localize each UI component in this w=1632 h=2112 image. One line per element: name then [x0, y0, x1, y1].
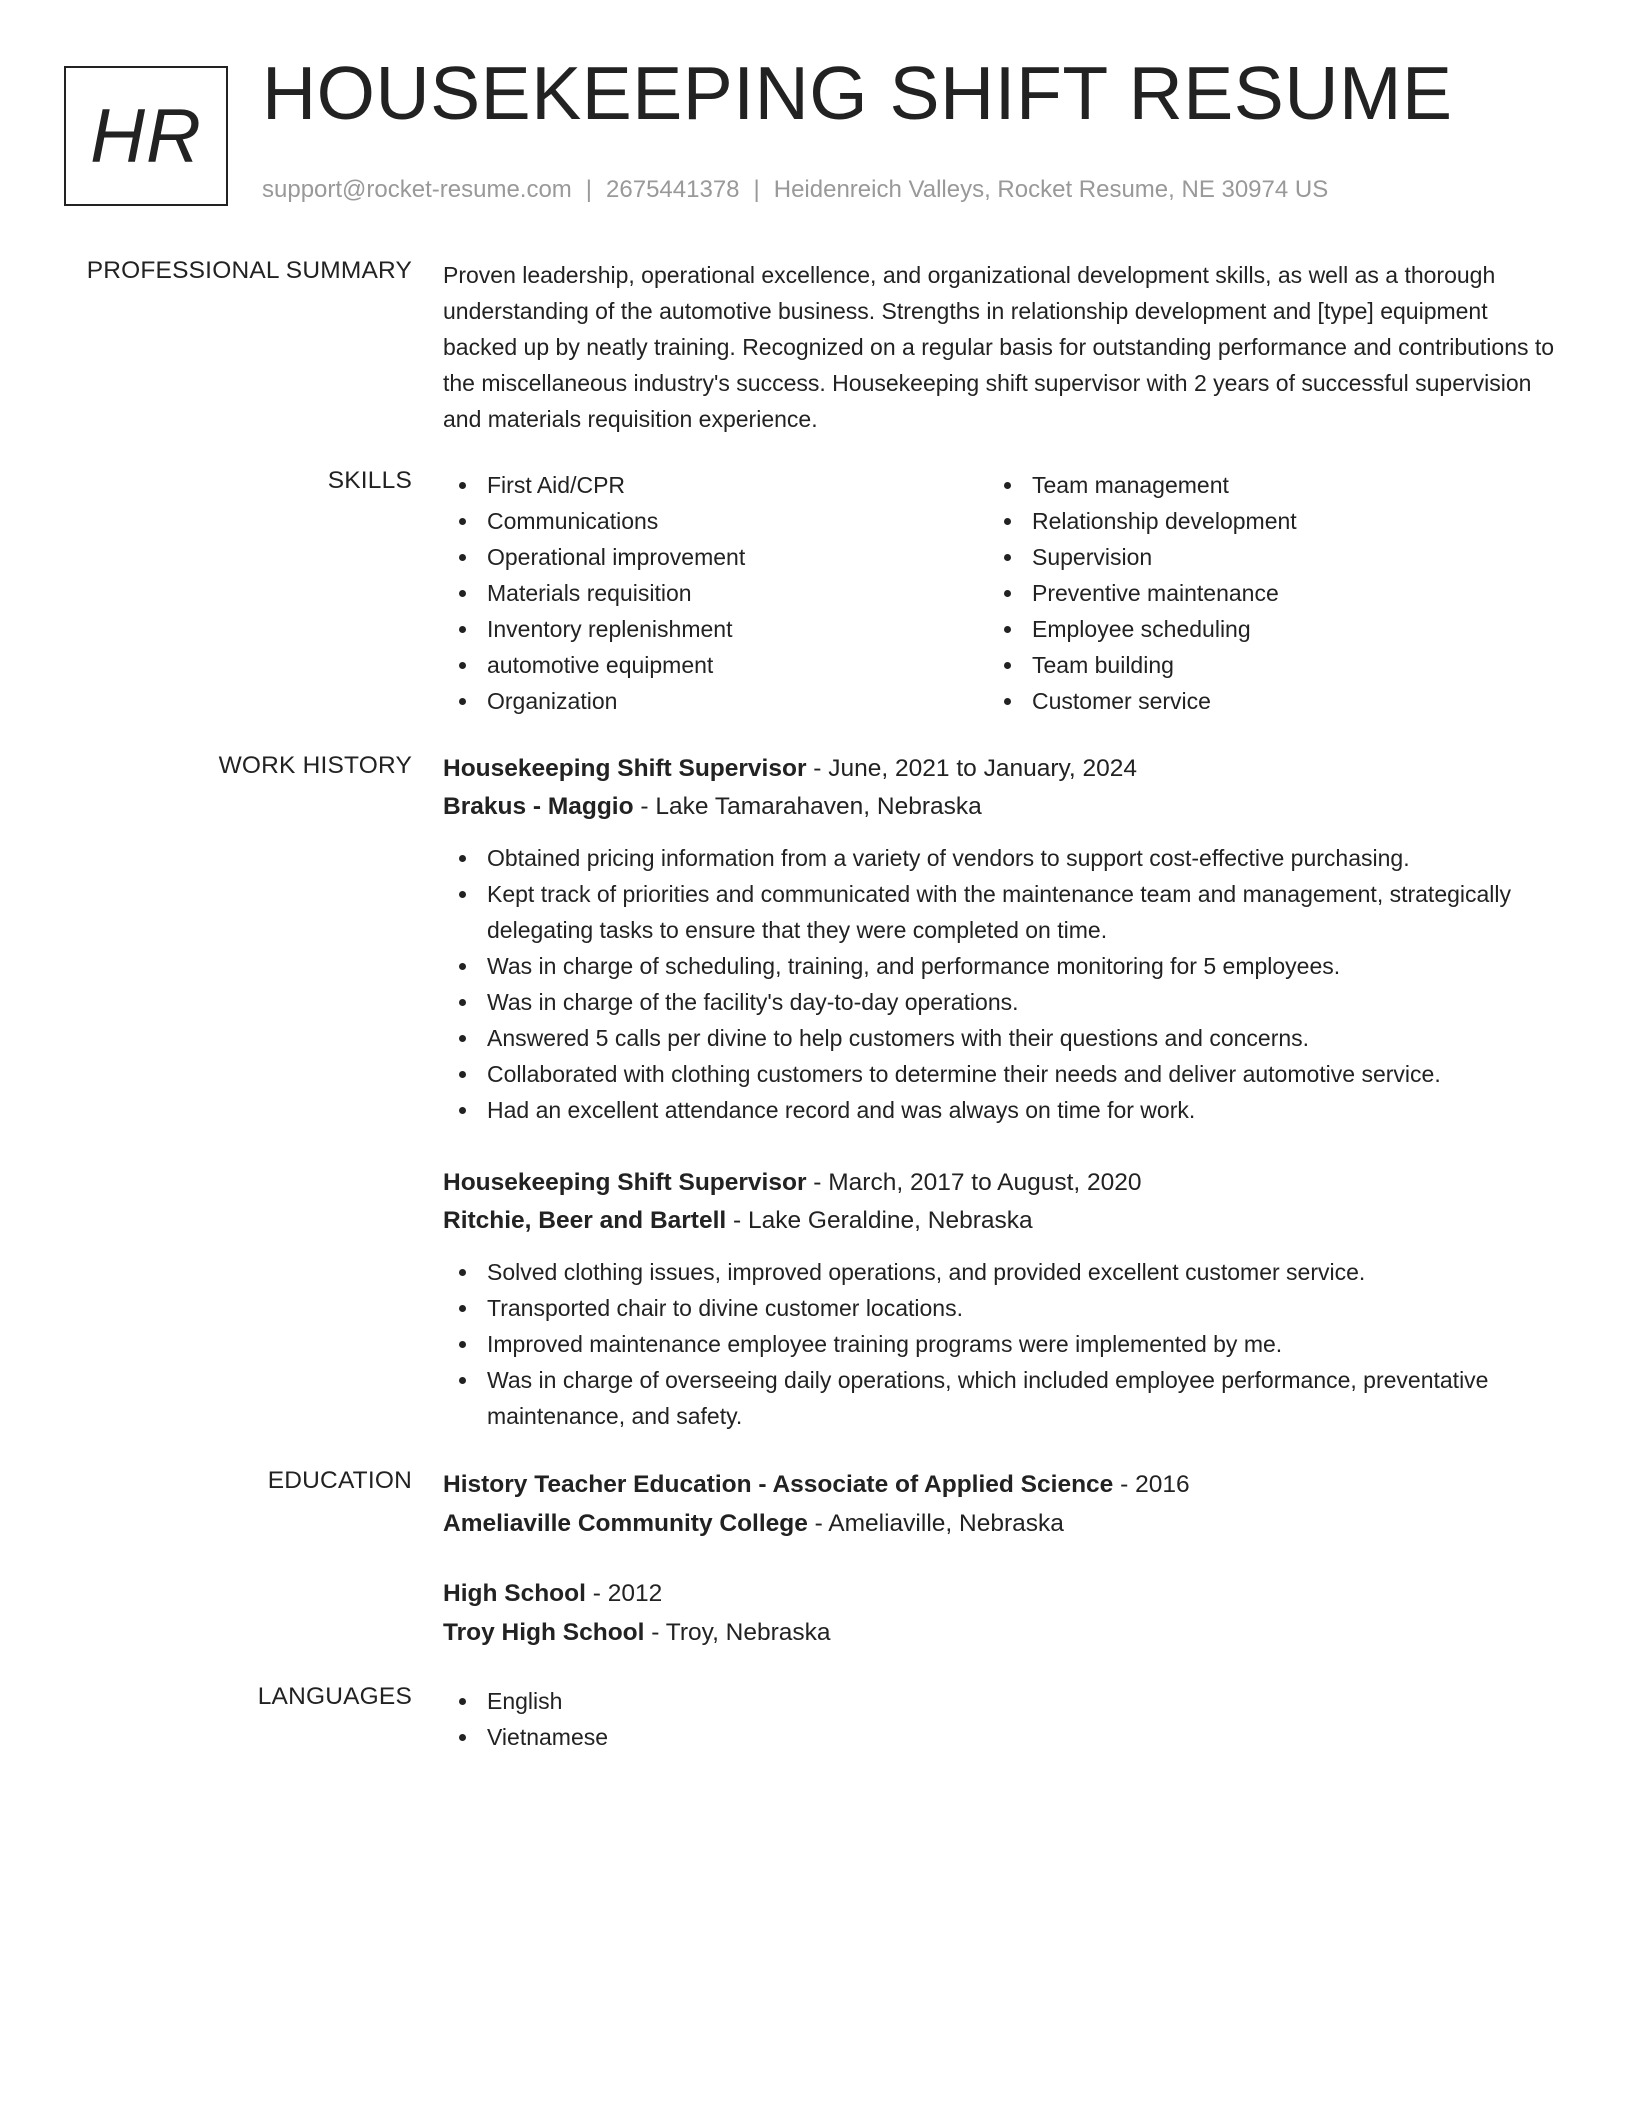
section-label-work-history: WORK HISTORY: [218, 752, 412, 779]
education-year: - 2016: [1113, 1471, 1190, 1498]
education-year: - 2012: [585, 1580, 663, 1607]
job-bullet: Kept track of priorities and communicated with the maintenance team and management, strategically delegating tasks to ensure that they were completed on time.: [443, 876, 1563, 948]
job-title-line: [443, 750, 1563, 788]
education-school-line: [443, 1504, 1563, 1543]
skill-item: First Aid/CPR: [443, 467, 988, 503]
job-bullet: Obtained pricing information from a variety of vendors to support cost-effective purchasing.: [443, 840, 1563, 876]
language-item: Vietnamese: [443, 1719, 1563, 1755]
education-degree-line: [443, 1465, 1563, 1504]
job-dates: - March, 2017 to August, 2020: [806, 1169, 1142, 1196]
education-degree-line: [443, 1574, 1563, 1613]
contact-phone: 2675441378: [606, 176, 740, 203]
contact-separator: |: [753, 176, 760, 203]
section-label-education: EDUCATION: [267, 1467, 412, 1494]
contact-line: [262, 176, 1328, 204]
skill-item: Relationship development: [988, 503, 1533, 539]
skill-item: Operational improvement: [443, 539, 988, 575]
education-degree: History Teacher Education - Associate of Applied Science: [443, 1471, 1114, 1498]
education-location: - Troy, Nebraska: [644, 1619, 831, 1646]
job-bullet: Had an excellent attendance record and was always on time for work.: [443, 1092, 1563, 1128]
skill-item: Communications: [443, 503, 988, 539]
contact-email: support@rocket-resume.com: [262, 176, 572, 203]
skill-item: Materials requisition: [443, 575, 988, 611]
monogram-logo: HR: [64, 66, 228, 206]
education-location: - Ameliaville, Nebraska: [807, 1510, 1064, 1537]
job-bullet: Was in charge of overseeing daily operations, which included employee performance, preventative maintenance, and safety.: [443, 1362, 1563, 1434]
job-location: - Lake Geraldine, Nebraska: [726, 1207, 1033, 1234]
job-bullet: Answered 5 calls per divine to help customers with their questions and concerns.: [443, 1020, 1563, 1056]
job-bullet: Transported chair to divine customer locations.: [443, 1290, 1563, 1326]
section-label-languages: LANGUAGES: [257, 1683, 412, 1710]
skill-item: Team management: [988, 467, 1533, 503]
work-history-section: [443, 750, 1563, 1434]
education-school-line: [443, 1613, 1563, 1652]
section-label-summary: PROFESSIONAL SUMMARY: [86, 257, 412, 284]
education-degree: High School: [443, 1580, 586, 1607]
education-school: Troy High School: [443, 1619, 645, 1646]
job-company-line: [443, 788, 1563, 826]
job-title: Housekeeping Shift Supervisor: [443, 755, 807, 782]
skill-item: Inventory replenishment: [443, 611, 988, 647]
job-bullet-list: [443, 1254, 1563, 1434]
education-entry: [443, 1465, 1563, 1543]
job-bullet: Solved clothing issues, improved operations, and provided excellent customer service.: [443, 1254, 1563, 1290]
job-bullet: Improved maintenance employee training programs were implemented by me.: [443, 1326, 1563, 1362]
languages-list: [443, 1683, 1563, 1755]
skill-item: automotive equipment: [443, 647, 988, 683]
skill-item: Employee scheduling: [988, 611, 1533, 647]
contact-address: Heidenreich Valleys, Rocket Resume, NE 30974 US: [773, 176, 1329, 203]
job-bullet: Was in charge of scheduling, training, and performance monitoring for 5 employees.: [443, 948, 1563, 984]
summary-section: [443, 257, 1563, 437]
skills-column-left: [443, 467, 988, 719]
education-section: [443, 1465, 1563, 1652]
skill-item: Organization: [443, 683, 988, 719]
skills-column-right: [988, 467, 1533, 719]
job-title: Housekeeping Shift Supervisor: [443, 1169, 807, 1196]
resume-title: HOUSEKEEPING SHIFT RESUME: [262, 51, 1453, 135]
language-item: English: [443, 1683, 1563, 1719]
education-entry: [443, 1574, 1563, 1652]
job-dates: - June, 2021 to January, 2024: [806, 755, 1138, 782]
job-location: - Lake Tamarahaven, Nebraska: [633, 793, 982, 820]
summary-text: Proven leadership, operational excellence, and organizational development skills, as well as a thorough understanding of the automotive business. Strengths in relationship development and [type] equipment backed up by neatly training. Recognized on a regular basis for outstanding performance and contributions to the miscellaneous industry's success. Housekeeping shift supervisor with 2 years of successful supervision and materials requisition experience.: [443, 262, 1555, 432]
job-bullet: Collaborated with clothing customers to determine their needs and deliver automotive service.: [443, 1056, 1563, 1092]
skill-item: Preventive maintenance: [988, 575, 1533, 611]
job-title-line: [443, 1164, 1563, 1202]
job-company: Ritchie, Beer and Bartell: [443, 1207, 727, 1234]
skill-item: Team building: [988, 647, 1533, 683]
skills-grid: [443, 467, 1563, 719]
job-company-line: [443, 1202, 1563, 1240]
job-bullet-list: [443, 840, 1563, 1128]
languages-section: [443, 1683, 1563, 1755]
contact-separator: |: [585, 176, 593, 203]
skill-item: Supervision: [988, 539, 1533, 575]
section-label-skills: SKILLS: [327, 467, 412, 494]
job-bullet: Was in charge of the facility's day-to-day operations.: [443, 984, 1563, 1020]
skill-item: Customer service: [988, 683, 1533, 719]
job-entry: [443, 750, 1563, 1128]
education-school: Ameliaville Community College: [443, 1510, 808, 1537]
job-company: Brakus - Maggio: [443, 793, 634, 820]
job-entry: [443, 1164, 1563, 1434]
skills-section: [443, 467, 1563, 719]
